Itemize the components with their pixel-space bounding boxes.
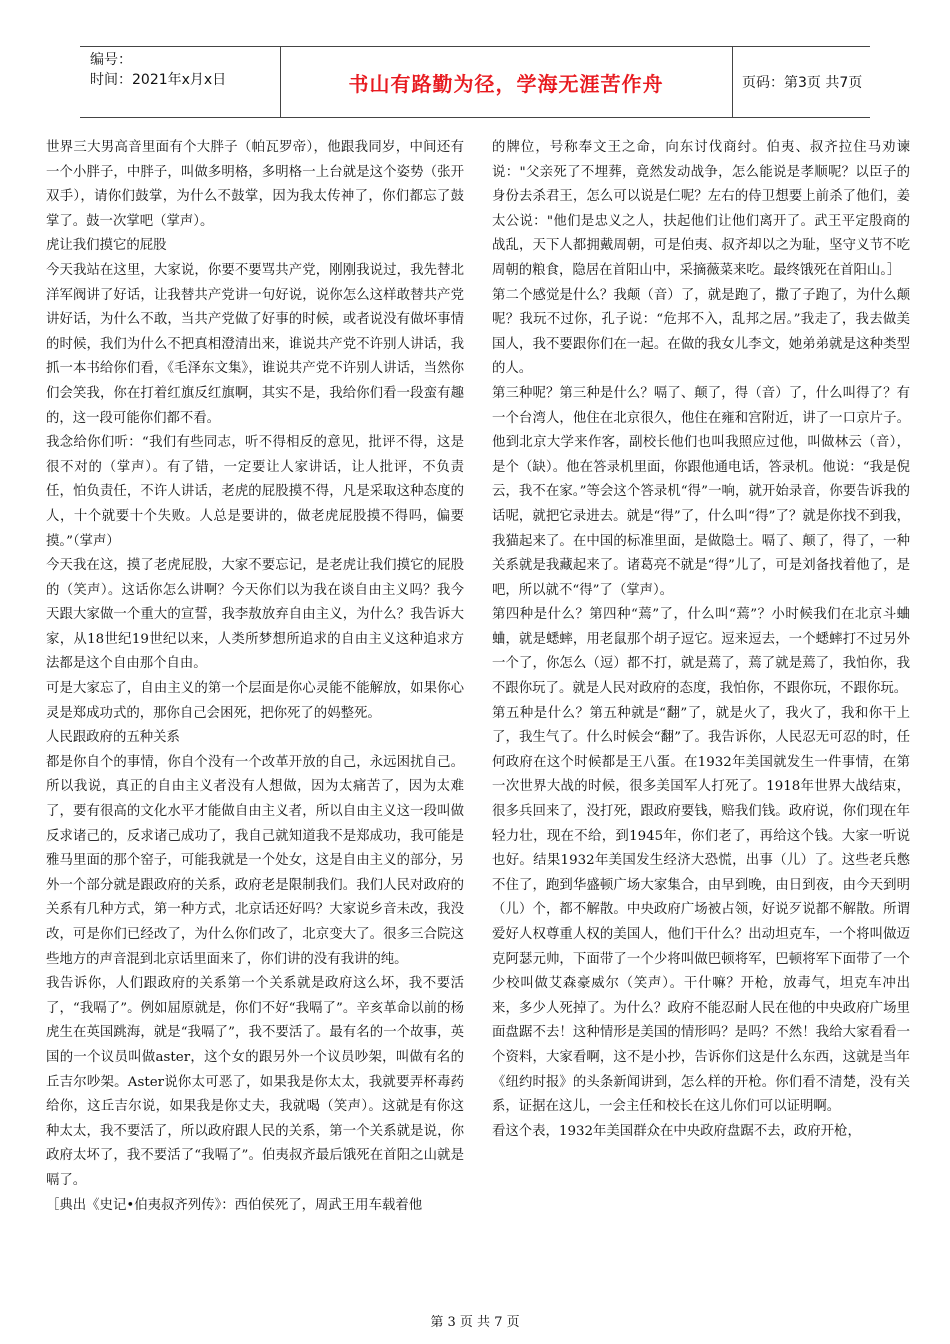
- paragraph: 第二个感觉是什么？我颠（音）了，就是跑了，撒了子跑了，为什么颠呢？我玩不过你，孔子说：“危邦不入，乱邦之居。”我走了，我去做美国人，我不要跟你们在一起。在做的我女儿李文，她弟弟就是这种类型的人。: [492, 287, 910, 377]
- paragraph: 世界三大男高音里面有个大胖子（帕瓦罗帝），他跟我同岁，中间还有一个小胖子，中胖子，叫做多明格，多明格一上台就是这个姿势（张开双手），请你们鼓掌，为什么不鼓掌，因为我太传神了，你们都忘了鼓掌了。鼓一次掌吧（掌声）。: [46, 140, 464, 229]
- left-text-column: [46, 136, 464, 1218]
- header-motto: 书山有路勤为径，学海无涯苦作舟: [348, 71, 664, 96]
- header-page-code: 页码：第3页 共7页: [742, 75, 863, 91]
- right-text-column: [492, 136, 910, 1144]
- paragraph: 今天我站在这里，大家说，你要不要骂共产党，刚刚我说过，我先替北洋军阀讲了好话，让我替共产党讲一句好说，说你怎么这样敢替共产党讲好话，为什么不敢，当共产党做了好事的时候，或者说没有做坏事情的时候，我们为什么不把真相澄清出来，谁说共产党不许别人讲话，我抓一本书给你们看，《毛泽东文集》，谁说共产党不许别人讲话，当然你们会笑我，你在打着红旗反红旗啊，其实不是，我给你们看一段蛮有趣的，这一段可能你们都不看。: [46, 262, 464, 426]
- section-heading: 人民跟政府的五种关系: [46, 730, 180, 746]
- header-page-cell: [732, 47, 870, 117]
- document-number-label: 编号：: [90, 52, 132, 68]
- document-time-label: 时间：2021年x月x日: [90, 72, 227, 88]
- quote-paragraph: 我念给你们听：“我们有些同志，听不得相反的意见，批评不得，这是很不对的（掌声）。有了错，一定要让人家讲话，让人批评，不负责任，怕负责任，不许人讲话，老虎的屁股摸不得，凡是采取这种态度的人，十个就要十个失败。人总是要讲的，做老虎屁股摸不得吗，偏要摸。”（掌声）: [46, 435, 464, 549]
- header-info-cell: [80, 47, 281, 117]
- citation-paragraph: 的牌位，号称奉文王之命，向东讨伐商纣。伯夷、叔齐拉住马劝谏说："父亲死了不埋葬，竟然发动战争，怎么能说是孝顺呢？以臣子的身份去杀君王，怎么可以说是仁呢？左右的侍卫想要上前杀了他们，姜太公说："他们是忠义之人，扶起他们让他们离开了。武王平定殷商的战乱，天下人都拥戴周朝，可是伯夷、叔齐却以之为耻，坚守义节不吃周朝的粮食，隐居在首阳山中，采摘薇菜来吃。最终饿死在首阳山。］: [492, 140, 910, 278]
- paragraph: 第五种是什么？第五种就是“翻”了，就是火了，我火了，我和你干上了，我生气了。什么时候会“翻”了。我告诉你，人民忍无可忍的时，任何政府在这个时候都是王八蛋。在1932年美国就发生一件事情，在第一次世界大战的时候，很多美国军人打死了。1918年世界大战结束，很多兵回来了，没打死，跟政府要钱，赔我们钱。政府说，你们现在年轻力壮，现在不给，到1945年，你们老了，再给这个钱。大家一听说也好。结果1932年美国发生经济大恐慌，出事（儿）了。这些老兵憋不住了，跑到华盛顿广场大家集合，由早到晚，由日到夜，由今天到明（儿）个，都不解散。中央政府广场被占领，好说歹说都不解散。所谓爱好人权尊重人权的美国人，他们干什么？出动坦克车，一个将叫做迈克阿瑟元帅，下面带了一个少将叫做巴顿将军，巴顿将军下面带了一个少校叫做艾森豪威尔（笑声）。干什嘛？开枪，放毒气，坦克车冲出来，多少人死掉了。为什么？政府不能忍耐人民在他的中央政府广场里面盘踞不去！这种情形是美国的情形吗？是吗？不然！我给大家看看一个资料，大家看啊，这不是小抄，告诉你们这是什么东西，这就是当年《纽约时报》的头条新闻讲到，怎么样的开枪。你们看不清楚，没有关系，证据在这儿，一会主任和校长在这儿你们可以证明啊。: [492, 705, 910, 1115]
- paragraph: 看这个表，1932年美国群众在中央政府盘踞不去，政府开枪，: [492, 1123, 861, 1139]
- paragraph: 第三种呢？第三种是什么？嗝了、颠了，得（音）了，什么叫得了？有一个台湾人，他住在北京很久，他住在雍和宫附近，讲了一口京片子。他到北京大学来作客，副校长他们也叫我照应过他，叫做林云（音），是个（缺）。他在答录机里面，你跟他通电话，答录机。他说：“我是倪云，我不在家。”等会这个答录机“得”一响，就开始录音，你要告诉我的话呢，就把它录进去。就是“得”了，什么叫“得”了？就是你找不到我，我猫起来了。在中国的标准里面，是做隐士。嗝了、颠了，得了，一种关系就是我藏起来了。诸葛亮不就是“得”儿了，可是刘备找着他了，是吧，所以就不“得”了（掌声）。: [492, 385, 910, 598]
- page-header: [80, 46, 870, 118]
- header-motto-cell: [280, 47, 733, 117]
- paragraph: 都是你自个的事情，你自个没有一个改革开放的自己，永远困扰自己。所以我说，真正的自由主义者没有人想做，因为太痛苦了，因为太难了，要有很高的文化水平才能做自由主义者，所以自由主义这一段叫做反求诸己的，反求诸己成功了，我自己就知道我不是郑成功，我可能是雅马里面的那个窑子，可能我就是一个处女，这是自由主义的部分，另外一个部分就是跟政府的关系，政府老是限制我们。我们人民对政府的关系有几种方式，第一种方式，北京话还好吗？大家说乡音未改，我没改，可是你们已经改了，为什么你们改了，北京变大了。很多三合院这些地方的声音混到北京话里面来了，你们讲的没有我讲的纯。: [46, 754, 464, 967]
- paragraph: 我告诉你，人们跟政府的关系第一个关系就是政府这么坏，我不要活了，“我嗝了”。例如屈原就是，你们不好“我嗝了”。辛亥革命以前的杨虎生在英国跳海，就是“我嗝了”，我不要活了。最有名的一个故事，英国的一个议员叫做aster，这个女的跟另外一个议员吵架，叫做有名的丘吉尔吵架。Aster说你太可恶了，如果我是你太太，我就要弄杯毒药给你，这丘吉尔说，如果我是你丈夫，我就喝（笑声）。这就是有你这种太太，我不要活了，所以政府跟人民的关系，第一个关系就是说，你政府太坏了，我不要活了“我嗝了”。伯夷叔齐最后饿死在首阳之山就是嗝了。: [46, 976, 464, 1188]
- section-heading: 虎让我们摸它的屁股: [46, 238, 167, 254]
- paragraph: 可是大家忘了，自由主义的第一个层面是你心灵能不能解放，如果你心灵是郑成功式的，那你自己会困死，把你死了的妈整死。: [46, 681, 464, 721]
- page-footer: 第 3 页 共 7 页: [430, 1315, 520, 1330]
- paragraph: 第四种是什么？第四种“蔫”了，什么叫“蔫”？小时候我们在北京斗蛐蛐，就是蟋蟀，用老鼠那个胡子逗它。逗来逗去，一个蟋蟀打不过另外一个了，你怎么（逗）都不打，就是蔫了，蔫了就是蔫了，我怕你，我不跟你玩了。就是人民对政府的态度，我怕你，不跟你玩，不跟你玩。: [492, 607, 910, 697]
- paragraph: 今天我在这，摸了老虎屁股，大家不要忘记，是老虎让我们摸它的屁股的（笑声）。这话你怎么讲啊？今天你们以为我在谈自由主义吗？我今天跟大家做一个重大的宣誓，我李敖放弃自由主义，为什么？我告诉大家，从18世纪19世纪以来，人类所梦想所追求的自由主义这种追求方法都是这个自由那个自由。: [46, 558, 464, 672]
- citation-paragraph: ［典出《史记•伯夷叔齐列传》：西伯侯死了，周武王用车载着他: [46, 1197, 423, 1213]
